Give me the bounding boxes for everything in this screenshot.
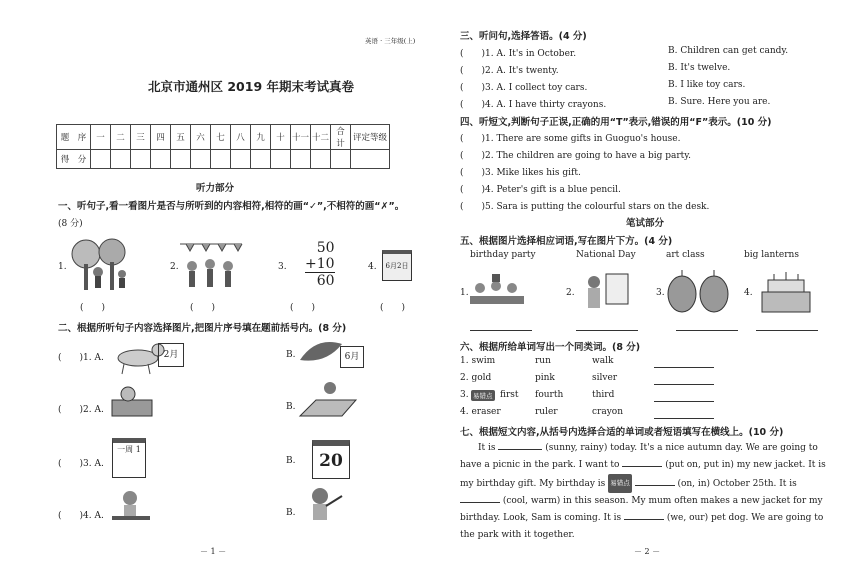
passage-blank[interactable] bbox=[460, 502, 500, 503]
s5-num: 4. bbox=[744, 288, 753, 298]
passage bbox=[460, 440, 832, 544]
score-header-cell: 九 bbox=[251, 125, 271, 150]
math-top: 50 bbox=[316, 240, 335, 256]
s3-q4: ( )4. A. I have thirty crayons. bbox=[460, 100, 607, 110]
math-middle: +10 bbox=[305, 256, 335, 272]
answer-paren[interactable]: ( ) bbox=[190, 303, 216, 313]
score-header-cell: 题 序 bbox=[57, 125, 91, 150]
word-option: art class bbox=[666, 250, 705, 260]
math-picture bbox=[305, 240, 335, 289]
s3-b4: B. Sure. Here you are. bbox=[668, 97, 771, 107]
score-row-label: 得 分 bbox=[57, 150, 91, 169]
page-number: － 2 － bbox=[634, 547, 661, 556]
q2-number: 2. bbox=[170, 262, 179, 272]
score-table bbox=[56, 124, 390, 169]
score-header-cell: 五 bbox=[171, 125, 191, 150]
leaf-picture bbox=[296, 334, 346, 368]
passage-text: (we, our) pet dog. We are going to the park bbox=[460, 513, 824, 540]
score-header-cell: 评定等级 bbox=[351, 125, 390, 150]
s3-b2: B. It's twelve. bbox=[668, 63, 731, 73]
s5-num: 2. bbox=[566, 288, 575, 298]
score-cell[interactable] bbox=[311, 150, 331, 169]
q3-number: 3. bbox=[278, 262, 287, 272]
s6-word: crayon bbox=[592, 407, 624, 417]
s4-q2: ( )2. The children are going to have a big party. bbox=[460, 151, 692, 161]
q4-number: 4. bbox=[368, 262, 377, 272]
s3-b1: B. Children can get candy. bbox=[668, 46, 789, 56]
s6-word: third bbox=[592, 390, 615, 400]
s2-b1: B. bbox=[286, 350, 296, 360]
answer-line[interactable] bbox=[676, 330, 738, 331]
s3-b3: B. I like toy cars. bbox=[668, 80, 746, 90]
passage-text: my birthday gift. My birthday is bbox=[460, 479, 606, 489]
answer-line[interactable] bbox=[654, 367, 714, 368]
s6-word: 3. bbox=[460, 390, 469, 400]
s2-b3: B. bbox=[286, 456, 296, 466]
score-cell[interactable] bbox=[191, 150, 211, 169]
passage-text: Look, Sam is coming. It is bbox=[503, 513, 622, 523]
party-flags-picture bbox=[178, 236, 244, 294]
s3-q3: ( )3. A. I collect toy cars. bbox=[460, 83, 588, 93]
score-cell[interactable] bbox=[231, 150, 251, 169]
s3-q2: ( )2. A. It's twenty. bbox=[460, 66, 559, 76]
score-header-cell: 三 bbox=[131, 125, 151, 150]
score-cell[interactable] bbox=[151, 150, 171, 169]
writing-heading: 笔试部分 bbox=[625, 218, 664, 229]
section1-title: 一、听句子,看一看图片是否与所听到的内容相符,相符的画“✓”,不相符的画“✗”。 bbox=[58, 201, 405, 212]
violin-boy-picture bbox=[300, 486, 346, 528]
art-class-picture bbox=[576, 268, 632, 318]
section1-score: (8 分) bbox=[58, 219, 83, 229]
error-prone-badge: 易错点 bbox=[473, 392, 493, 400]
passage-blank[interactable] bbox=[498, 449, 542, 450]
score-header-cell: 四 bbox=[151, 125, 171, 150]
score-header-cell: 七 bbox=[211, 125, 231, 150]
s6-word: run bbox=[535, 356, 551, 366]
s6-word: pink bbox=[535, 373, 555, 383]
s6-word: fourth bbox=[535, 390, 564, 400]
s4-q1: ( )1. There are some gifts in Guoguo's house. bbox=[460, 134, 681, 144]
calendar-picture: 6月2日 bbox=[382, 250, 412, 281]
score-header-cell: 一 bbox=[91, 125, 111, 150]
s4-q5: ( )5. Sara is putting the colourful stars on the desk. bbox=[460, 202, 710, 212]
answer-paren[interactable]: ( ) bbox=[290, 303, 316, 313]
score-cell[interactable] bbox=[271, 150, 291, 169]
s2-q2: ( )2. A. bbox=[58, 405, 104, 415]
passage-text: (put on, put in) my new jacket. It is bbox=[665, 460, 826, 470]
calendar-20: 20 bbox=[312, 440, 350, 479]
math-result: 60 bbox=[316, 273, 335, 289]
section6-title: 六、根据所给单词写出一个同类词。(8 分) bbox=[460, 342, 641, 353]
score-header-cell: 合 计 bbox=[331, 125, 351, 150]
answer-line[interactable] bbox=[654, 418, 714, 419]
s2-q3: ( )3. A. bbox=[58, 459, 104, 469]
lanterns-picture bbox=[664, 268, 732, 320]
passage-text: with it together. bbox=[501, 530, 575, 540]
s6-word: silver bbox=[592, 373, 618, 383]
passage-blank[interactable] bbox=[622, 466, 662, 467]
word-option: big lanterns bbox=[744, 250, 799, 260]
s6-word: ruler bbox=[535, 407, 558, 417]
calendar-jun: 6月 bbox=[340, 346, 364, 368]
score-header-cell: 十 bbox=[271, 125, 291, 150]
answer-paren[interactable]: ( ) bbox=[380, 303, 406, 313]
section7-title: 七、根据短文内容,从括号内选择合适的单词或者短语填写在横线上。(10 分) bbox=[460, 427, 784, 438]
score-cell[interactable] bbox=[331, 150, 351, 169]
calendar-week: 一周 1 bbox=[112, 438, 146, 478]
score-header-cell: 六 bbox=[191, 125, 211, 150]
bed-picture bbox=[108, 384, 158, 424]
score-header-cell: 十一 bbox=[291, 125, 311, 150]
s6-word: first bbox=[500, 390, 519, 400]
answer-paren[interactable]: ( ) bbox=[80, 303, 106, 313]
word-option: National Day bbox=[576, 250, 636, 260]
score-header-cell: 二 bbox=[111, 125, 131, 150]
answer-line[interactable] bbox=[470, 330, 532, 331]
error-prone-badge: 易错点 bbox=[608, 474, 632, 493]
s5-num: 1. bbox=[460, 288, 469, 298]
birthday-party-picture bbox=[468, 266, 526, 318]
section2-title: 二、根据所听句子内容选择图片,把图片序号填在题前括号内。(8 分) bbox=[58, 323, 347, 334]
page-title: 北京市通州区 2019 年期末考试真卷 bbox=[148, 79, 354, 94]
passage-text: (cool, warm) in this season. My mum often makes a new jacket for my birthday. bbox=[460, 496, 823, 523]
score-cell[interactable] bbox=[91, 150, 111, 169]
passage-text: (sunny, rainy) today. It's a nice autumn day. We are going to bbox=[545, 443, 818, 453]
s4-q4: ( )4. Peter's gift is a blue pencil. bbox=[460, 185, 621, 195]
s6-word: walk bbox=[592, 356, 614, 366]
q1-number: 1. bbox=[58, 262, 67, 272]
section3-title: 三、听问句,选择答语。(4 分) bbox=[460, 31, 587, 42]
answer-line[interactable] bbox=[654, 384, 714, 385]
passage-text: have a picnic in the park. I want to bbox=[460, 460, 620, 470]
score-cell[interactable] bbox=[111, 150, 131, 169]
score-cell[interactable] bbox=[171, 150, 191, 169]
score-cell[interactable] bbox=[251, 150, 271, 169]
mat-picture bbox=[296, 380, 360, 424]
score-cell[interactable] bbox=[211, 150, 231, 169]
score-cell[interactable] bbox=[351, 150, 390, 169]
answer-line[interactable] bbox=[576, 330, 638, 331]
calendar-feb: 2月 bbox=[158, 343, 184, 367]
section5-title: 五、根据图片选择相应词语,写在图片下方。(4 分) bbox=[460, 236, 673, 247]
answer-line[interactable] bbox=[654, 401, 714, 402]
section4-title: 四、听短文,判断句子正误,正确的用“T”表示,错误的用“F”表示。(10 分) bbox=[460, 117, 772, 128]
s5-num: 3. bbox=[656, 288, 665, 298]
passage-blank[interactable] bbox=[635, 485, 675, 486]
passage-blank[interactable] bbox=[624, 519, 664, 520]
s2-q1: ( )1. A. bbox=[58, 353, 104, 363]
girl-table-picture bbox=[108, 488, 154, 528]
word-option: birthday party bbox=[470, 250, 536, 260]
header-tag: 英语 · 三年级(上) bbox=[365, 37, 416, 45]
s6-word: 2. gold bbox=[460, 373, 492, 383]
passage-text: It is bbox=[478, 443, 496, 453]
s2-q4: ( )4. A. bbox=[58, 511, 104, 521]
score-header-cell: 十二 bbox=[311, 125, 331, 150]
s6-word: 1. swim bbox=[460, 356, 496, 366]
s6-word: 4. eraser bbox=[460, 407, 501, 417]
page-number: － 1 － bbox=[200, 547, 227, 556]
passage-text: (on, in) October 25th. It is bbox=[677, 479, 797, 489]
national-day-picture bbox=[754, 268, 818, 318]
s2-b2: B. bbox=[286, 402, 296, 412]
listening-heading: 听力部分 bbox=[195, 183, 234, 194]
score-cell[interactable] bbox=[131, 150, 151, 169]
score-cell[interactable] bbox=[291, 150, 311, 169]
s4-q3: ( )3. Mike likes his gift. bbox=[460, 168, 581, 178]
score-header-cell: 八 bbox=[231, 125, 251, 150]
answer-line[interactable] bbox=[756, 330, 818, 331]
s2-b4: B. bbox=[286, 508, 296, 518]
s3-q1: ( )1. A. It's in October. bbox=[460, 49, 577, 59]
tree-children-picture bbox=[66, 238, 132, 294]
